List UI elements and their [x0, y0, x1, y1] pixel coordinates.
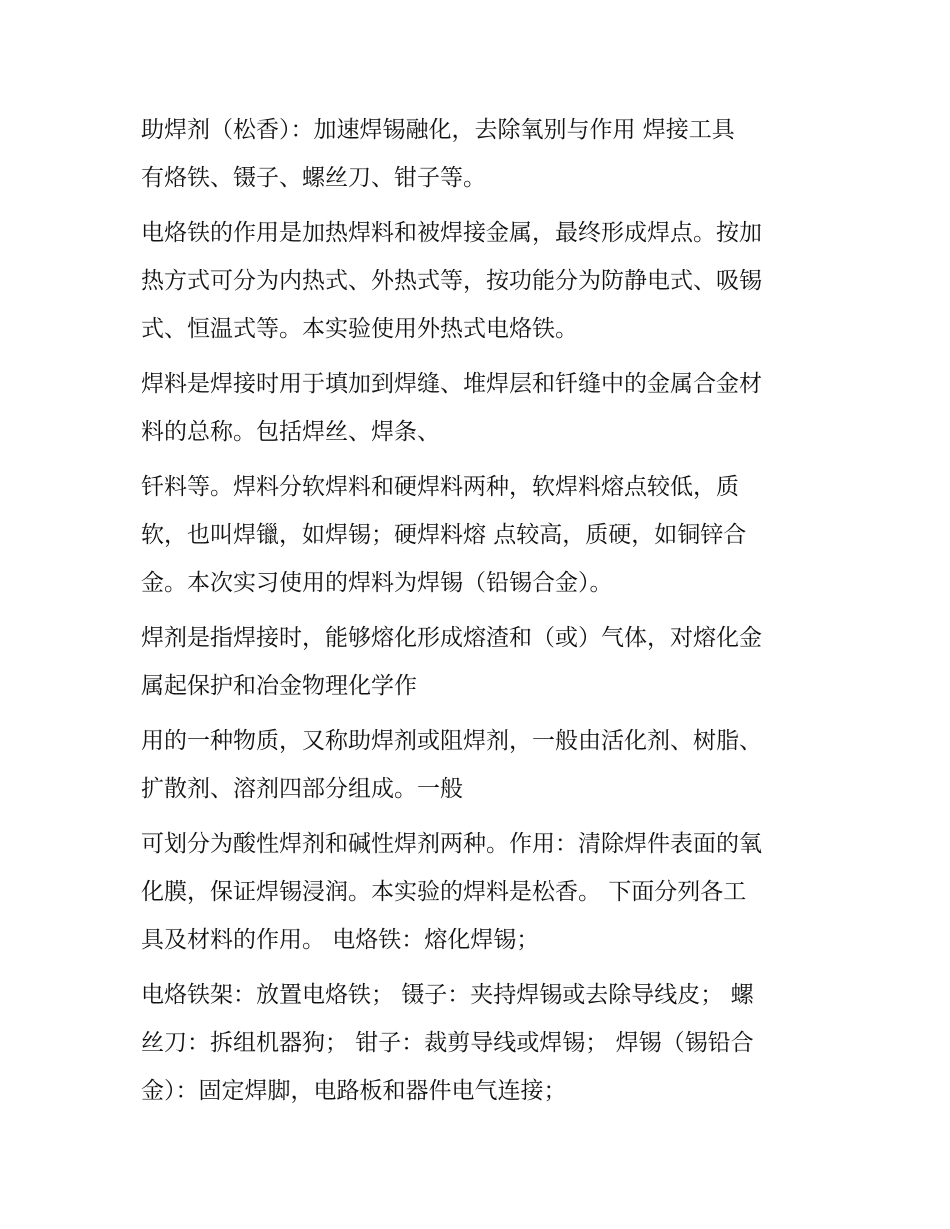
text-line: 电烙铁的作用是加热焊料和被焊接金属，最终形成焊点。按加: [141, 220, 762, 246]
text-line: 化膜，保证焊锡浸润。本实验的焊料是松香。 下面分列各工: [141, 879, 747, 905]
text-line: 式、恒温式等。本实验使用外热式电烙铁。: [141, 316, 578, 342]
text-line: 钎料等。焊料分软焊料和硬焊料两种，软焊料熔点较低，质: [141, 474, 739, 500]
text-line: 软，也叫焊镴，如焊锡；硬焊料熔 点较高，质硬，如铜锌合: [141, 522, 747, 548]
text-line: 电烙铁架：放置电烙铁； 镊子：夹持焊锡或去除导线皮； 螺: [141, 982, 754, 1008]
text-line: 助焊剂（松香）：加速焊锡融化，去除氧别与作用 焊接工具: [141, 117, 735, 143]
text-line: 焊剂是指焊接时，能够熔化形成熔渣和（或）气体，对熔化金: [141, 625, 762, 651]
text-line: 具及材料的作用。 电烙铁：熔化焊锡；: [141, 927, 540, 953]
text-line: 扩散剂、溶剂四部分组成。一般: [141, 776, 463, 802]
text-line: 金）：固定焊脚，电路板和器件电气连接；: [141, 1078, 567, 1104]
text-line: 金。本次实习使用的焊料为焊锡（铅锡合金）。: [141, 570, 613, 596]
text-line: 属起保护和冶金物理化学作: [141, 673, 417, 699]
text-line: 可划分为酸性焊剂和碱性焊剂两种。作用：清除焊件表面的氧: [141, 831, 762, 857]
text-line: 有烙铁、镊子、螺丝刀、钳子等。: [141, 165, 486, 191]
text-line: 丝刀：拆组机器狗； 钳子：裁剪导线或焊锡； 焊锡（锡铅合: [141, 1030, 754, 1056]
text-line: 料的总称。包括焊丝、焊条、: [141, 419, 440, 445]
text-line: 热方式可分为内热式、外热式等，按功能分为防静电式、吸锡: [141, 268, 762, 294]
text-line: 用的一种物质，又称助焊剂或阻焊剂，一般由活化剂、树脂、: [141, 728, 762, 754]
text-line: 焊料是焊接时用于填加到焊缝、堆焊层和钎缝中的金属合金材: [141, 371, 762, 397]
document-body: [141, 106, 821, 1115]
